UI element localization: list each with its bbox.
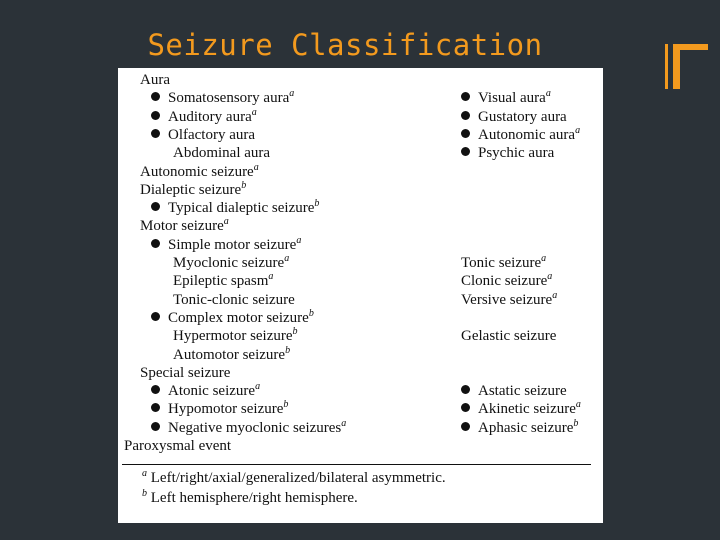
- classification-entry: [461, 273, 552, 290]
- footnote-marker: a: [253, 161, 259, 173]
- bullet-icon: [151, 129, 160, 138]
- footnote-marker: b: [292, 326, 298, 338]
- bullet-icon: [461, 129, 470, 138]
- entry-label: Psychic aura: [478, 145, 555, 162]
- classification-entry: [461, 109, 567, 126]
- footnote-marker: a: [575, 399, 581, 411]
- entry-label: Complex motor seizure: [168, 309, 309, 326]
- classification-entry: [140, 161, 259, 181]
- entry-label: Hypermotor seizure: [173, 328, 293, 345]
- slide-title: Seizure Classification: [147, 28, 543, 62]
- entry-label: Versive seizure: [461, 291, 553, 308]
- entry-label: Autonomic seizure: [140, 163, 254, 180]
- classification-entry: [461, 124, 581, 144]
- entry-label: Special seizure: [140, 364, 231, 381]
- footnote-marker: a: [296, 234, 302, 246]
- bullet-icon: [461, 422, 470, 431]
- entry-label: Aphasic seizure: [478, 419, 574, 436]
- footnote-marker: a: [341, 417, 347, 429]
- classification-entry: [461, 289, 558, 309]
- classification-entry: [461, 328, 556, 345]
- classification-entry: [124, 438, 231, 455]
- entry-label: Epileptic spasm: [173, 273, 269, 290]
- footnote-marker: a: [284, 253, 290, 264]
- entry-label: Motor seizure: [140, 218, 224, 235]
- footnote-marker: a: [289, 88, 295, 100]
- classification-entry: [173, 292, 295, 309]
- bullet-icon: [151, 202, 160, 211]
- entry-label: Paroxysmal event: [124, 438, 232, 454]
- bullet-icon: [151, 403, 160, 412]
- classification-entry: [173, 344, 291, 364]
- footnote-marker: a: [545, 88, 551, 100]
- classification-entry: [151, 200, 319, 217]
- classification-entry: [140, 365, 230, 382]
- classification-entry: [140, 218, 229, 235]
- classification-entry: [151, 383, 260, 400]
- entry-label: Hypomotor seizure: [168, 401, 284, 418]
- footnote-marker: b: [285, 344, 291, 356]
- entry-label: Atonic seizure: [168, 383, 256, 400]
- footnote-marker: a: [575, 124, 581, 136]
- classification-entry: [461, 383, 567, 400]
- bullet-icon: [151, 111, 160, 120]
- entry-label: Autonomic aura: [478, 126, 576, 143]
- entry-label: Dialeptic seizure: [140, 181, 242, 198]
- footnote-marker: b: [573, 417, 579, 429]
- footnote-marker: a: [268, 271, 274, 283]
- footnote-marker: a: [255, 381, 261, 393]
- accent-bar-thin: [665, 44, 668, 89]
- footnote-divider: [122, 464, 591, 465]
- classification-entry: [151, 127, 255, 144]
- entry-label: Simple motor seizure: [168, 236, 297, 253]
- entry-label: Auditory aura: [168, 108, 252, 125]
- bullet-icon: [461, 147, 470, 156]
- classification-entry: [151, 401, 288, 418]
- entry-label: Myoclonic seizure: [173, 255, 285, 271]
- entry-label: Clonic seizure: [461, 273, 548, 290]
- entry-label: Automotor seizure: [173, 346, 286, 363]
- footnote-marker: b: [241, 179, 247, 191]
- bullet-icon: [461, 385, 470, 394]
- bullet-icon: [151, 385, 160, 394]
- accent-bracket: [673, 44, 708, 89]
- classification-entry: [173, 145, 270, 162]
- bullet-icon: [461, 92, 470, 101]
- footnote-marker: b: [308, 307, 314, 319]
- classification-entry: [461, 417, 579, 437]
- bullet-icon: [461, 111, 470, 120]
- footnote-text: Left hemisphere/right hemisphere.: [147, 490, 358, 506]
- footnote-entry: [142, 490, 358, 507]
- classification-entry: [140, 72, 170, 89]
- bullet-icon: [151, 239, 160, 248]
- footnote-marker: a: [552, 289, 558, 301]
- footnote-entry: [142, 470, 446, 487]
- entry-label: Aura: [140, 72, 170, 88]
- entry-label: Negative myoclonic seizures: [168, 419, 342, 436]
- classification-entry: [151, 90, 294, 107]
- classification-entry: [151, 417, 347, 437]
- entry-label: Gelastic seizure: [461, 328, 557, 345]
- footnote-marker: b: [314, 198, 320, 210]
- bullet-icon: [151, 312, 160, 321]
- footnote-marker: a: [547, 271, 553, 283]
- entry-label: Olfactory aura: [168, 126, 256, 143]
- entry-label: Gustatory aura: [478, 108, 567, 125]
- entry-label: Abdominal aura: [173, 145, 271, 162]
- classification-entry: [173, 273, 273, 290]
- bullet-icon: [461, 403, 470, 412]
- entry-label: Akinetic seizure: [478, 401, 576, 418]
- classification-entry: [461, 255, 546, 272]
- classification-entry: [173, 328, 298, 345]
- footnote-mark: a: [142, 468, 147, 479]
- footnote-marker: a: [251, 106, 257, 118]
- entry-label: Tonic-clonic seizure: [173, 291, 295, 308]
- entry-label: Tonic seizure: [461, 255, 542, 271]
- entry-label: Astatic seizure: [478, 383, 567, 400]
- footnote-text: Left/right/axial/generalized/bilateral asymmetric.: [147, 470, 446, 486]
- bullet-icon: [151, 422, 160, 431]
- footnote-marker: a: [223, 216, 229, 228]
- classification-table-image: [118, 68, 603, 523]
- footnote-mark: b: [142, 488, 147, 499]
- footnote-marker: a: [541, 253, 547, 264]
- bullet-icon: [151, 92, 160, 101]
- classification-entry: [140, 179, 247, 199]
- classification-entry: [151, 307, 314, 327]
- classification-entry: [461, 90, 551, 107]
- classification-entry: [461, 401, 581, 418]
- entry-label: Somatosensory aura: [168, 90, 290, 107]
- classification-entry: [151, 234, 302, 254]
- entry-label: Typical dialeptic seizure: [168, 200, 315, 217]
- classification-entry: [151, 106, 257, 126]
- classification-entry: [461, 145, 554, 162]
- entry-label: Visual aura: [478, 90, 546, 107]
- classification-entry: [173, 255, 289, 272]
- footnote-marker: b: [283, 399, 289, 411]
